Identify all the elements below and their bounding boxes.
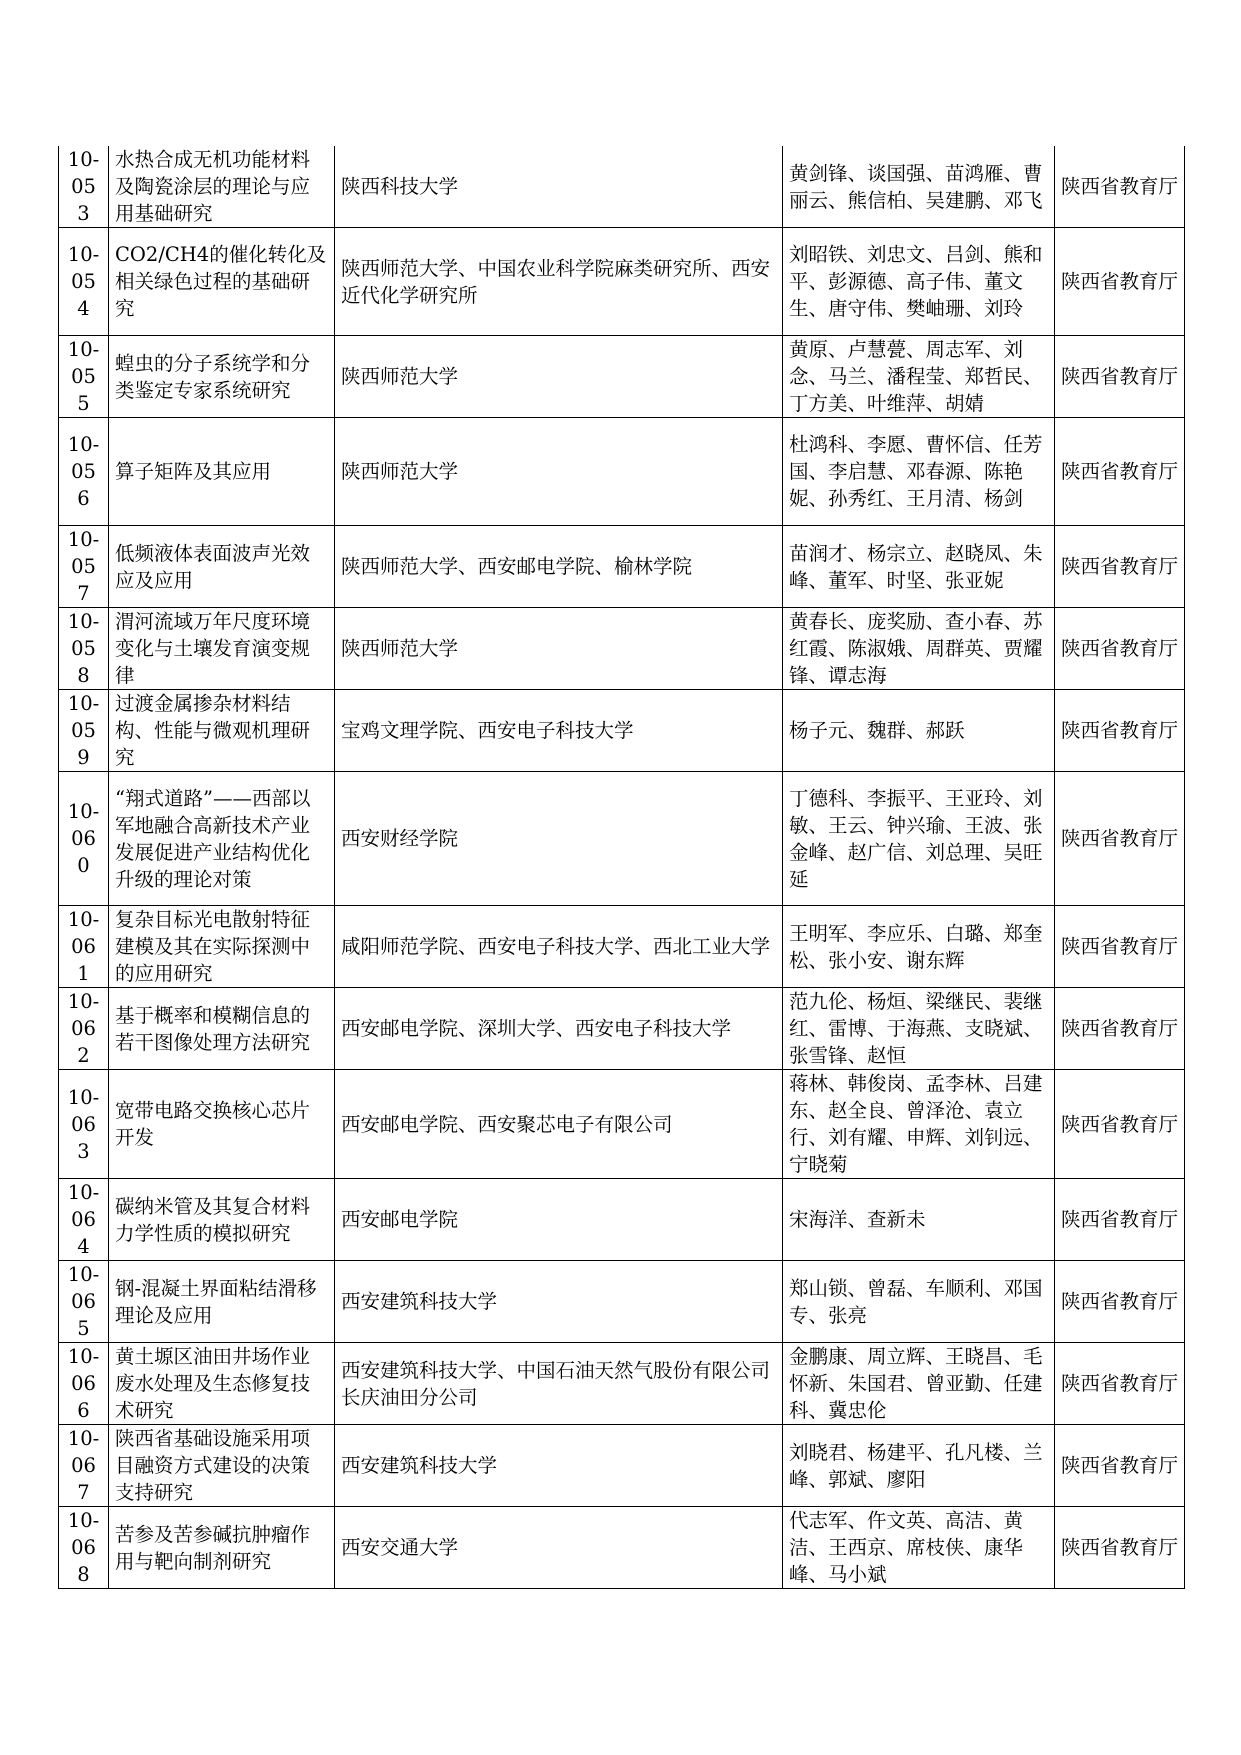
recommending-unit: 陕西省教育厅 xyxy=(1055,228,1185,336)
recommending-unit: 陕西省教育厅 xyxy=(1055,1425,1185,1507)
completing-people: 黄剑锋、谈国强、苗鸿雁、曹丽云、熊信柏、吴建鹏、邓飞 xyxy=(783,146,1055,228)
project-number-part: 0 xyxy=(77,854,90,877)
project-title: 过渡金属掺杂材料结构、性能与微观机理研究 xyxy=(109,690,335,772)
completing-units: 西安财经学院 xyxy=(335,772,783,906)
project-number xyxy=(59,906,109,988)
project-number-part: 8 xyxy=(77,1563,90,1586)
project-title: 蝗虫的分子系统学和分类鉴定专家系统研究 xyxy=(109,336,335,418)
completing-people: 黄原、卢慧甍、周志军、刘念、马兰、潘程莹、郑哲民、丁方美、叶维萍、胡婧 xyxy=(783,336,1055,418)
project-title: 黄土塬区油田井场作业废水处理及生态修复技术研究 xyxy=(109,1343,335,1425)
table-row xyxy=(59,418,1185,526)
project-number xyxy=(59,418,109,526)
recommending-unit: 陕西省教育厅 xyxy=(1055,418,1185,526)
completing-people: 杨子元、魏群、郝跃 xyxy=(783,690,1055,772)
recommending-unit: 陕西省教育厅 xyxy=(1055,906,1185,988)
project-title: 低频液体表面波声光效应及应用 xyxy=(109,526,335,608)
completing-units: 陕西师范大学 xyxy=(335,418,783,526)
project-title: 复杂目标光电散射特征建模及其在实际探测中的应用研究 xyxy=(109,906,335,988)
recommending-unit: 陕西省教育厅 xyxy=(1055,988,1185,1070)
completing-units: 西安交通大学 xyxy=(335,1507,783,1589)
recommending-unit: 陕西省教育厅 xyxy=(1055,1507,1185,1589)
project-number-part: 05 xyxy=(71,637,96,660)
table-row xyxy=(59,1070,1185,1179)
project-title: 算子矩阵及其应用 xyxy=(109,418,335,526)
table-row xyxy=(59,228,1185,336)
completing-units: 陕西师范大学、西安邮电学院、榆林学院 xyxy=(335,526,783,608)
completing-people: 蒋林、韩俊岗、孟李林、吕建东、赵全良、曾泽沧、袁立行、刘有耀、申辉、刘钊远、宁晓菊 xyxy=(783,1070,1055,1179)
project-number-part: 05 xyxy=(71,270,96,293)
project-number-part: 10- xyxy=(67,1181,100,1204)
project-title: CO2/CH4的催化转化及相关绿色过程的基础研究 xyxy=(109,228,335,336)
project-number-part: 7 xyxy=(77,582,90,605)
completing-units: 陕西科技大学 xyxy=(335,146,783,228)
project-number-part: 5 xyxy=(77,392,90,415)
table-row xyxy=(59,772,1185,906)
completing-units: 陕西师范大学 xyxy=(335,608,783,690)
table-row xyxy=(59,1507,1185,1589)
completing-units: 陕西师范大学 xyxy=(335,336,783,418)
project-number-part: 05 xyxy=(71,555,96,578)
table-row xyxy=(59,988,1185,1070)
project-title: 钢-混凝土界面粘结滑移理论及应用 xyxy=(109,1261,335,1343)
recommending-unit: 陕西省教育厅 xyxy=(1055,1343,1185,1425)
completing-units: 咸阳师范学院、西安电子科技大学、西北工业大学 xyxy=(335,906,783,988)
table-row xyxy=(59,690,1185,772)
project-number-part: 06 xyxy=(71,1017,96,1040)
project-number-part: 10- xyxy=(67,1345,100,1368)
project-title: “翔式道路”——西部以军地融合高新技术产业发展促进产业结构优化升级的理论对策 xyxy=(109,772,335,906)
project-number-part: 4 xyxy=(77,297,90,320)
recommending-unit: 陕西省教育厅 xyxy=(1055,608,1185,690)
table-row xyxy=(59,146,1185,228)
project-number-part: 05 xyxy=(71,175,96,198)
award-table xyxy=(58,146,1185,1589)
table-row xyxy=(59,1425,1185,1507)
project-number xyxy=(59,772,109,906)
project-number xyxy=(59,526,109,608)
project-number xyxy=(59,146,109,228)
project-number-part: 5 xyxy=(77,1317,90,1340)
project-number xyxy=(59,336,109,418)
project-number xyxy=(59,1179,109,1261)
project-number xyxy=(59,1070,109,1179)
project-number-part: 05 xyxy=(71,460,96,483)
project-number xyxy=(59,988,109,1070)
project-title: 苦参及苦参碱抗肿瘤作用与靶向制剂研究 xyxy=(109,1507,335,1589)
project-number-part: 10- xyxy=(67,990,100,1013)
project-title: 水热合成无机功能材料及陶瓷涂层的理论与应用基础研究 xyxy=(109,146,335,228)
recommending-unit: 陕西省教育厅 xyxy=(1055,336,1185,418)
project-number-part: 05 xyxy=(71,719,96,742)
table-row xyxy=(59,336,1185,418)
award-table-body xyxy=(59,146,1185,1589)
project-number-part: 10- xyxy=(67,1263,100,1286)
project-title: 陕西省基础设施采用项目融资方式建设的决策支持研究 xyxy=(109,1425,335,1507)
completing-units: 西安建筑科技大学、中国石油天然气股份有限公司长庆油田分公司 xyxy=(335,1343,783,1425)
project-number-part: 10- xyxy=(67,243,100,266)
completing-people: 王明军、李应乐、白璐、郑奎松、张小安、谢东辉 xyxy=(783,906,1055,988)
completing-people: 宋海洋、查新未 xyxy=(783,1179,1055,1261)
completing-units: 西安邮电学院 xyxy=(335,1179,783,1261)
project-number-part: 10- xyxy=(67,528,100,551)
project-number-part: 10- xyxy=(67,800,100,823)
project-title: 渭河流域万年尺度环境变化与土壤发育演变规律 xyxy=(109,608,335,690)
project-number xyxy=(59,1261,109,1343)
table-row xyxy=(59,526,1185,608)
table-row xyxy=(59,1343,1185,1425)
project-number xyxy=(59,690,109,772)
project-number-part: 3 xyxy=(77,1139,90,1163)
recommending-unit: 陕西省教育厅 xyxy=(1055,146,1185,228)
project-number-part: 1 xyxy=(77,962,90,985)
project-number xyxy=(59,608,109,690)
completing-units: 陕西师范大学、中国农业科学院麻类研究所、西安近代化学研究所 xyxy=(335,228,783,336)
completing-units: 西安邮电学院、深圳大学、西安电子科技大学 xyxy=(335,988,783,1070)
completing-people: 郑山锁、曾磊、车顺利、邓国专、张亮 xyxy=(783,1261,1055,1343)
project-number-part: 10- xyxy=(67,148,100,171)
completing-units: 西安建筑科技大学 xyxy=(335,1425,783,1507)
completing-people: 黄春长、庞奖励、查小春、苏红霞、陈淑娥、周群英、贾耀锋、谭志海 xyxy=(783,608,1055,690)
project-number-part: 10- xyxy=(67,338,100,361)
project-number-part: 10- xyxy=(67,1509,100,1532)
project-number-part: 10- xyxy=(67,433,100,456)
project-number-part: 10- xyxy=(67,908,100,931)
completing-units: 西安邮电学院、西安聚芯电子有限公司 xyxy=(335,1070,783,1179)
project-number-part: 10- xyxy=(67,692,100,715)
project-number-part: 2 xyxy=(77,1044,90,1067)
completing-people: 丁德科、李振平、王亚玲、刘敏、王云、钟兴瑜、王波、张金峰、赵广信、刘总理、吴旺延 xyxy=(783,772,1055,906)
project-number-part: 06 xyxy=(71,1112,96,1136)
project-number-part: 9 xyxy=(77,746,90,769)
completing-people: 刘晓君、杨建平、孔凡楼、兰峰、郭斌、廖阳 xyxy=(783,1425,1055,1507)
project-number xyxy=(59,1507,109,1589)
completing-people: 范九伦、杨烜、梁继民、裴继红、雷博、于海燕、支晓斌、张雪锋、赵恒 xyxy=(783,988,1055,1070)
completing-units: 宝鸡文理学院、西安电子科技大学 xyxy=(335,690,783,772)
completing-units: 西安建筑科技大学 xyxy=(335,1261,783,1343)
project-number-part: 4 xyxy=(77,1235,90,1258)
project-number xyxy=(59,228,109,336)
project-number-part: 06 xyxy=(71,1536,96,1559)
completing-people: 金鹏康、周立辉、王晓昌、毛怀新、朱国君、曾亚勤、任建科、冀忠伦 xyxy=(783,1343,1055,1425)
table-row xyxy=(59,608,1185,690)
project-title: 宽带电路交换核心芯片开发 xyxy=(109,1070,335,1179)
completing-people: 代志军、仵文英、高洁、黄洁、王西京、席枝侠、康华峰、马小斌 xyxy=(783,1507,1055,1589)
project-number-part: 06 xyxy=(71,1372,96,1395)
project-number xyxy=(59,1425,109,1507)
project-number-part: 7 xyxy=(77,1481,90,1504)
project-number-part: 06 xyxy=(71,827,96,850)
completing-people: 刘昭铁、刘忠文、吕剑、熊和平、彭源德、高子伟、董文生、唐守伟、樊岫珊、刘玲 xyxy=(783,228,1055,336)
project-number-part: 8 xyxy=(77,664,90,687)
project-number-part: 06 xyxy=(71,1208,96,1231)
recommending-unit: 陕西省教育厅 xyxy=(1055,690,1185,772)
project-title: 碳纳米管及其复合材料力学性质的模拟研究 xyxy=(109,1179,335,1261)
recommending-unit: 陕西省教育厅 xyxy=(1055,772,1185,906)
table-row xyxy=(59,1179,1185,1261)
project-number-part: 10- xyxy=(67,610,100,633)
table-row xyxy=(59,1261,1185,1343)
project-number-part: 3 xyxy=(77,202,90,225)
completing-people: 苗润才、杨宗立、赵晓凤、朱峰、董军、时坚、张亚妮 xyxy=(783,526,1055,608)
project-number-part: 06 xyxy=(71,1290,96,1313)
project-number-part: 6 xyxy=(77,1399,90,1422)
recommending-unit: 陕西省教育厅 xyxy=(1055,1179,1185,1261)
project-number-part: 6 xyxy=(77,487,90,510)
project-number-part: 10- xyxy=(67,1427,100,1450)
recommending-unit: 陕西省教育厅 xyxy=(1055,526,1185,608)
recommending-unit: 陕西省教育厅 xyxy=(1055,1070,1185,1179)
recommending-unit: 陕西省教育厅 xyxy=(1055,1261,1185,1343)
completing-people: 杜鸿科、李愿、曹怀信、任芳国、李启慧、邓春源、陈艳妮、孙秀红、王月清、杨剑 xyxy=(783,418,1055,526)
project-number-part: 05 xyxy=(71,365,96,388)
project-number-part: 06 xyxy=(71,935,96,958)
project-number-part: 10- xyxy=(67,1085,100,1109)
table-row xyxy=(59,906,1185,988)
project-number xyxy=(59,1343,109,1425)
project-title: 基于概率和模糊信息的若干图像处理方法研究 xyxy=(109,988,335,1070)
project-number-part: 06 xyxy=(71,1454,96,1477)
